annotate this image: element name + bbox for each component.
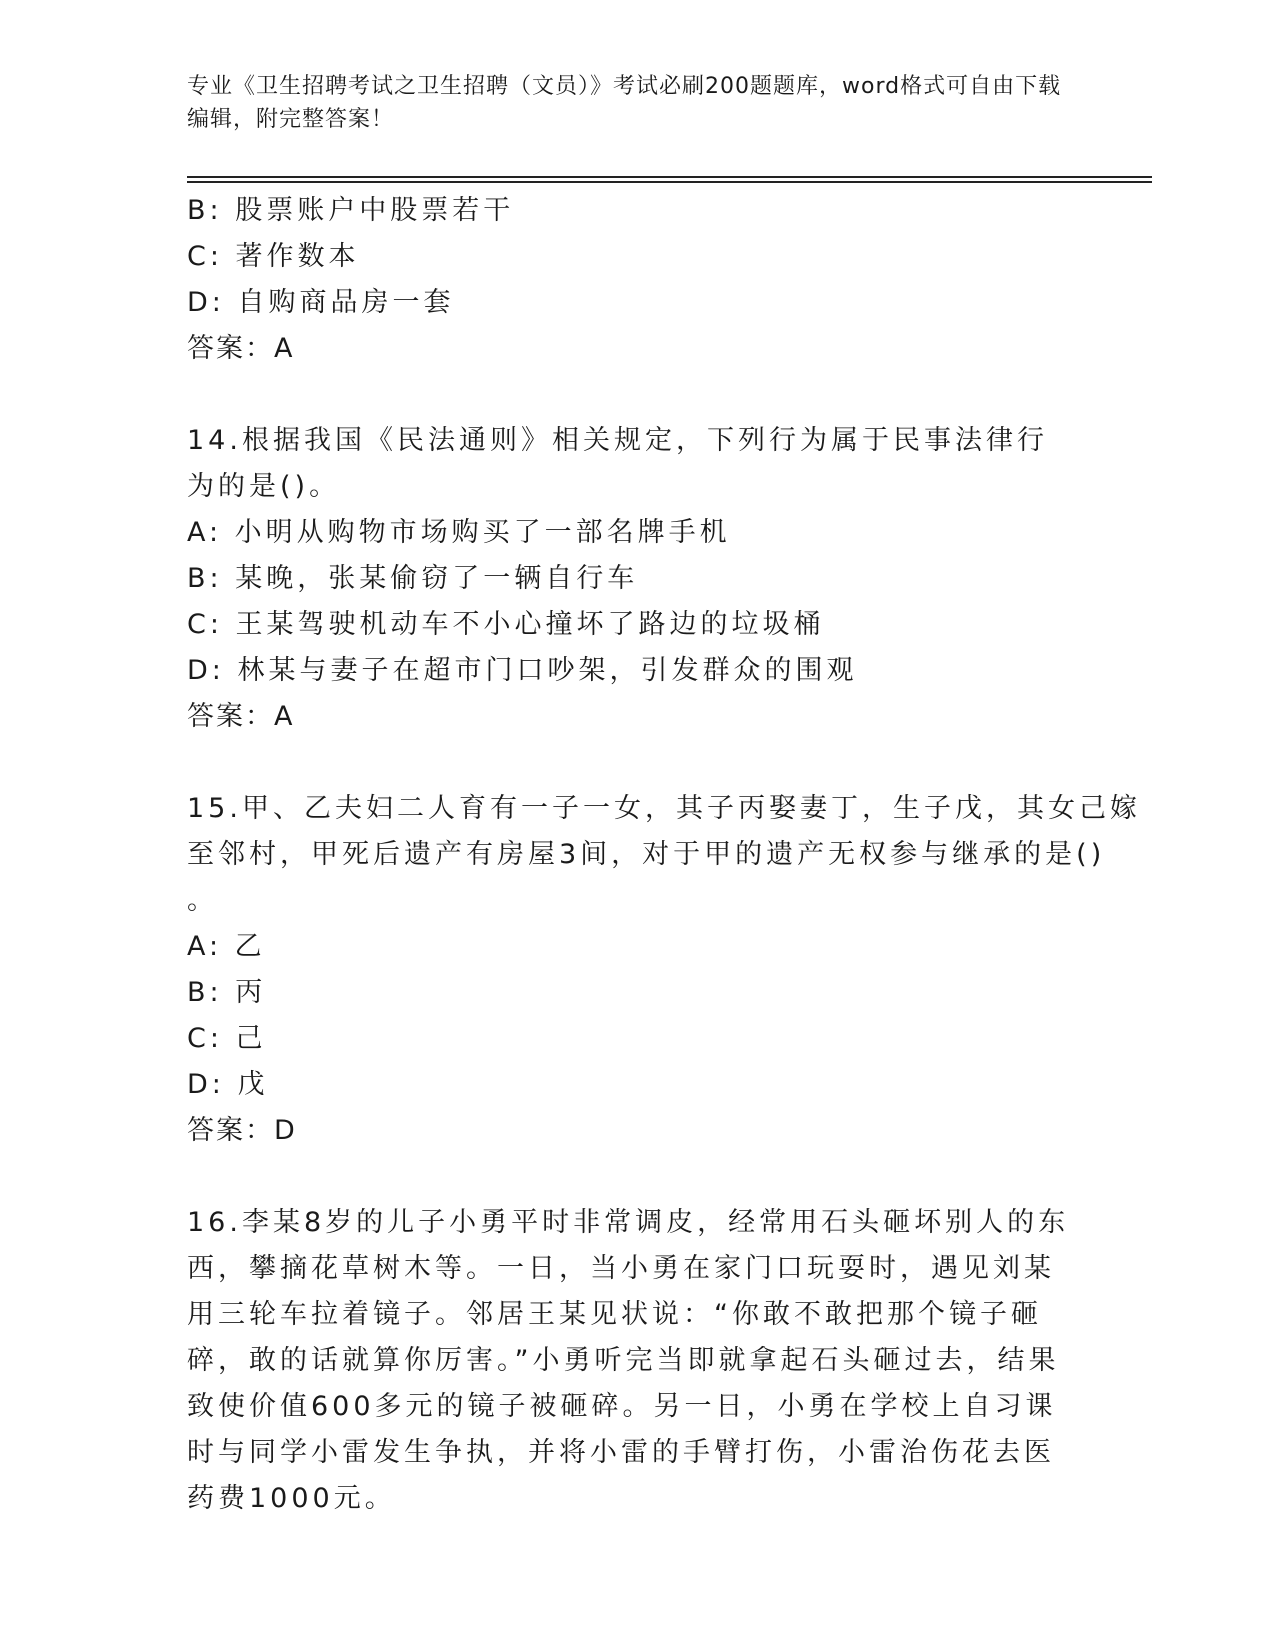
option-b: B: 某晚，张某偷窃了一辆自行车 (187, 563, 639, 594)
option-c: C: 己 (187, 1023, 267, 1054)
question-16 (187, 1200, 1087, 1522)
option-b: B: 丙 (187, 977, 267, 1008)
question-text-line-2: 至邻村，甲死后遗产有房屋3间，对于甲的遗产无权参与继承的是() (187, 839, 1106, 870)
question-text: 16.李某8岁的儿子小勇平时非常调皮，经常用石头砸坏别人的东西，攀摘花草树木等。一日，当小勇在家门口玩耍时，遇见刘某用三轮车拉着镜子。邻居王某见状说：“你敢不敢把那个镜子砸碎，敢的话就算你厉害。”小勇听完当即就拿起石头砸过去，结果致使价值600多元的镜子被砸碎。另一日，小勇在学校上自习课时与同学小雷发生争执，并将小雷的手臂打伤，小雷治伤花去医药费1000元。 (187, 1207, 1070, 1514)
answer: 答案：A (187, 333, 295, 364)
document-header: 专业《卫生招聘考试之卫生招聘（文员）》考试必刷200题题库，word格式可自由下载编辑，附完整答案！ (187, 74, 1062, 132)
spacer (187, 372, 1087, 418)
option-d: D: 戊 (187, 1069, 269, 1100)
option-b: B: 股票账户中股票若干 (187, 195, 515, 226)
question-text-line-1: 15.甲、乙夫妇二人育有一子一女，其子丙娶妻丁，生子戊，其女己嫁 (187, 793, 1141, 824)
option-d: D: 自购商品房一套 (187, 287, 455, 318)
question-15 (187, 786, 1141, 1154)
spacer (187, 1154, 1087, 1200)
question-list (187, 188, 1141, 1522)
question-text-line-3: 。 (187, 885, 218, 916)
option-c: C: 王某驾驶机动车不小心撞坏了路边的垃圾桶 (187, 609, 825, 640)
question-14 (187, 418, 1087, 740)
option-a: A: 乙 (187, 931, 266, 962)
answer: 答案：A (187, 701, 295, 732)
spacer (187, 740, 1087, 786)
header-divider-bottom (187, 181, 1152, 183)
answer: 答案：D (187, 1115, 297, 1146)
option-d: D: 林某与妻子在超市门口吵架，引发群众的围观 (187, 655, 858, 686)
option-a: A: 小明从购物市场购买了一部名牌手机 (187, 517, 731, 548)
question-13 (187, 188, 1087, 372)
question-text: 14.根据我国《民法通则》相关规定，下列行为属于民事法律行为的是()。 (187, 425, 1048, 502)
option-c: C: 著作数本 (187, 241, 360, 272)
header-divider-top (187, 176, 1152, 178)
